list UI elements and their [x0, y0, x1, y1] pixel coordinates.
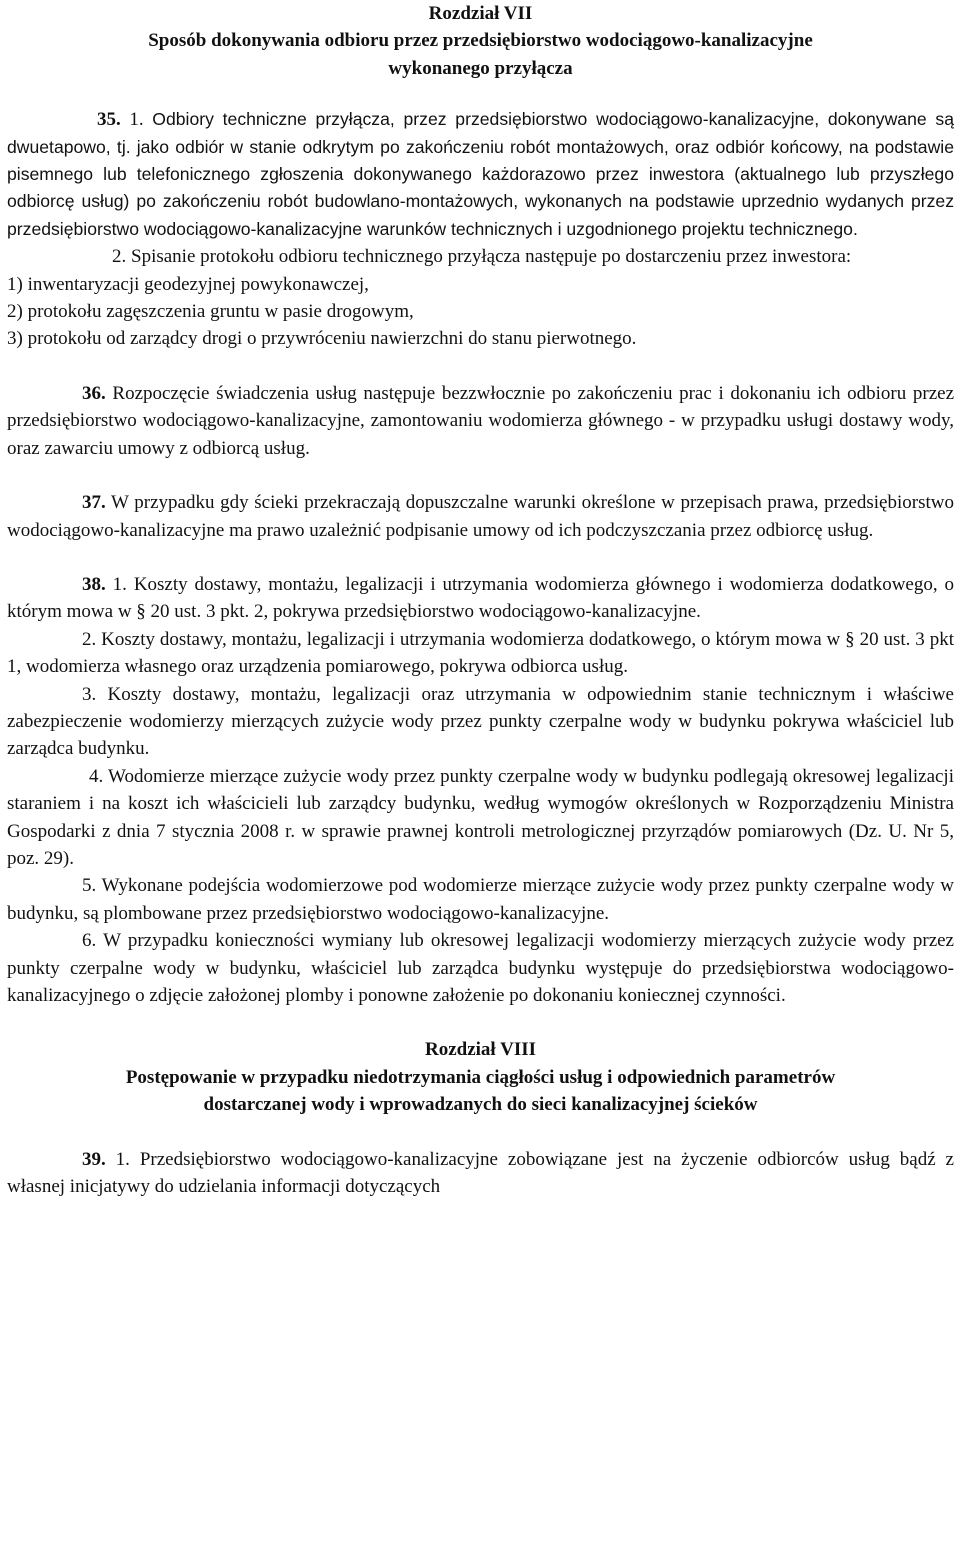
section-36-text: Rozpoczęcie świadczenia usług następuje bezzwłocznie po zakończeniu prac i dokonaniu ich odbioru przez przedsiębiorstwo wodociągowo-kanalizacyjne, zamontowaniu wodomierza głównego - w przypadku usługi dostawy wody, oraz zawarciu umowy z odbiorcą usług.	[7, 382, 955, 459]
section-39-paragraph-1	[7, 1146, 954, 1201]
section-38-paragraph-1	[7, 571, 954, 626]
section-35-document-list	[7, 271, 954, 353]
chapter-8-subtitle-line-1: Postępowanie w przypadku niedotrzymania ciągłości usług i odpowiednich parametrów	[125, 1066, 836, 1088]
section-35-p2-text: Spisanie protokołu odbioru technicznego przyłącza następuje po dostarczeniu przez inwestora:	[131, 246, 852, 268]
section-37-text: W przypadku gdy ścieki przekraczają dopuszczalne warunki określone w przepisach prawa, przedsiębiorstwo wodociągowo-kanalizacyjne ma prawo uzależnić podpisanie umowy od ich podczyszczania przez odbiorcę usług.	[7, 492, 954, 541]
section-38-paragraph-6: 6. W przypadku konieczności wymiany lub okresowej legalizacji wodomierzy mierzących zużycie wody przez punkty czerpalne wody w budynku, właściciel lub zarządca budynku występuje do przedsiębiorstwa wodociągowo-kanalizacyjnego o zdjęcie założonej plomby i ponowne założenie po dokonaniu koniecznej czynności.	[7, 930, 954, 1006]
section-35-p1-text-b: jako odbiór w stanie odkrytym po zakończeniu robót montażowych, oraz odbiór końcowy, na podstawie pisemnego lub telefonicznego zgłoszenia dokonywanego każdorazowo przez inwestora (aktualnego lub przyszłego odbiorcę usług) po zakończeniu robót budowlano-montażowych, wykonanych na podstawie uprzednio wydanych przez przedsiębiorstwo wodociągowo-kanalizacyjne warunków technicznych i uzgodnionego projektu technicznego.	[7, 136, 954, 239]
section-38-paragraph-4: 4. Wodomierze mierzące zużycie wody przez punkty czerpalne wody w budynku podlegają okresowej legalizacji staraniem i na koszt ich właścicieli lub zarządcy budynku, według wymogów określonych w Rozporządzeniu Ministra Gospodarki z dnia 7 stycznia 2008 r. w sprawie prawnej kontroli metrologicznej przyrządów pomiarowych (Dz. U. Nr 5, poz. 29).	[7, 765, 954, 869]
section-36-paragraph	[7, 380, 954, 462]
section-36-number: 36.	[82, 382, 106, 404]
chapter-7-subtitle-line-1: Sposób dokonywania odbioru przez przedsiębiorstwo wodociągowo-kanalizacyjne	[148, 30, 813, 52]
section-38-p1-text: Koszty dostawy, montażu, legalizacji i utrzymania wodomierza głównego i wodomierza dodatkowego, o którym mowa w § 20 ust. 3 pkt. 2, pokrywa przedsiębiorstwo wodociągowo-kanalizacyjne.	[7, 573, 954, 623]
list-item: 3) protokołu od zarządcy drogi o przywróceniu nawierzchni do stanu pierwotnego.	[7, 328, 637, 350]
list-item: 1) inwentaryzacji geodezyjnej powykonawczej,	[7, 273, 369, 295]
section-35-number: 35.	[97, 109, 121, 131]
section-38-number: 38.	[82, 573, 106, 595]
chapter-8-heading	[7, 1036, 954, 1118]
chapter-7-title: Rozdział VII	[428, 3, 533, 24]
section-35-paragraph-2	[7, 243, 954, 270]
section-35-p1-text-a: Odbiory techniczne przyłącza, przez przedsiębiorstwo wodociągowo-kanalizacyjne, dokonywane są dwuetapowo, tj.	[7, 109, 954, 157]
list-item: 2) protokołu zagęszczenia gruntu w pasie drogowym,	[7, 301, 414, 323]
section-39-p1-text: Przedsiębiorstwo wodociągowo-kanalizacyjne zobowiązane jest na życzenie odbiorców usług bądź z własnej inicjatywy do udzielania informacji dotyczących	[7, 1148, 954, 1198]
chapter-7-heading	[7, 0, 954, 82]
section-39-number: 39.	[82, 1148, 106, 1170]
section-35-paragraph-1	[7, 106, 954, 243]
section-38-p1-number: 1.	[112, 573, 127, 595]
section-37-number: 37.	[82, 492, 106, 514]
section-35-p2-number: 2.	[112, 246, 127, 268]
section-38-paragraph-3: 3. Koszty dostawy, montażu, legalizacji oraz utrzymania w odpowiednim stanie technicznym i właściwe zabezpieczenie wodomierzy mierzących zużycie wody przez punkty czerpalne wody w budynku pokrywa właściciel lub zarządca budynku.	[7, 683, 954, 760]
section-38-paragraph-5: 5. Wykonane podejścia wodomierzowe pod wodomierze mierzące zużycie wody przez punkty czerpalne wody w budynku, są plombowane przez przedsiębiorstwo wodociągowo-kanalizacyjne.	[7, 875, 954, 924]
chapter-8-title: Rozdział VIII	[424, 1039, 537, 1061]
section-38-paragraph-2: 2. Koszty dostawy, montażu, legalizacji i utrzymania wodomierza dodatkowego, o którym mowa w § 20 ust. 3 pkt 1, wodomierza własnego oraz urządzenia pomiarowego, pokrywa odbiorca usług.	[7, 628, 954, 678]
section-35-p1-number: 1.	[129, 109, 144, 131]
section-37-paragraph	[7, 489, 954, 544]
chapter-8-subtitle-line-2: dostarczanej wody i wprowadzanych do sieci kanalizacyjnej ścieków	[203, 1094, 758, 1116]
section-39-p1-number: 1.	[115, 1148, 130, 1170]
chapter-7-subtitle-line-2: wykonanego przyłącza	[388, 57, 573, 79]
